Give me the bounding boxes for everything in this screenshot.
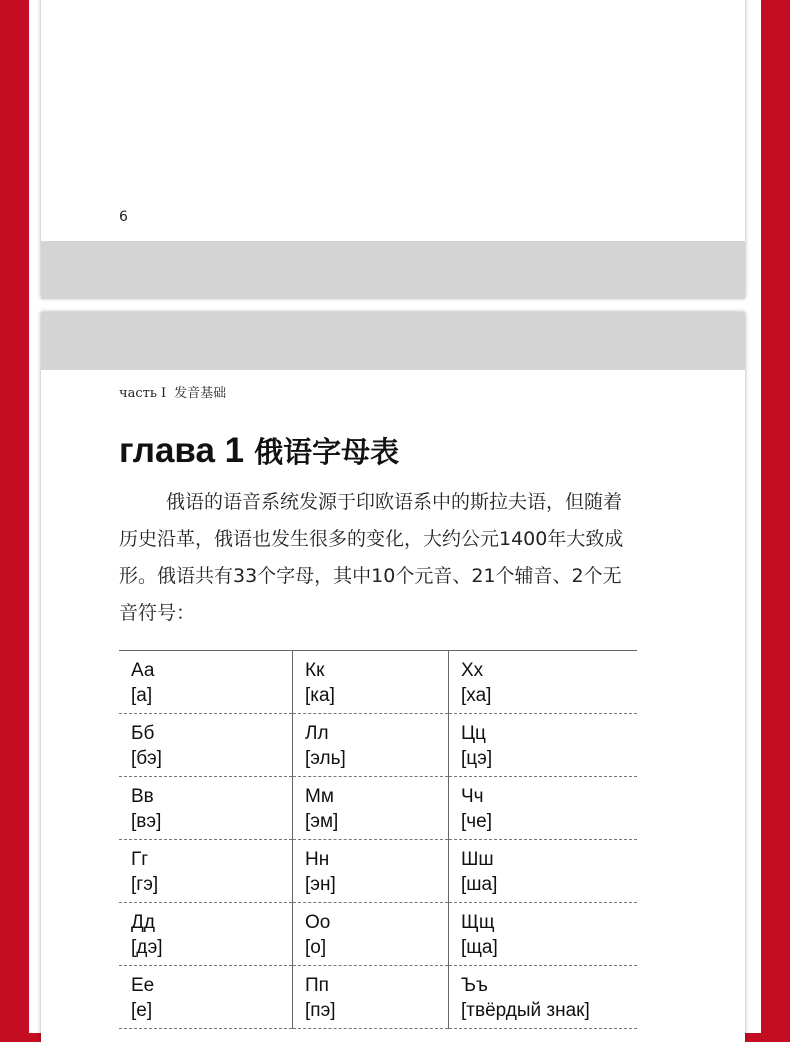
running-head-part: часть I [119, 386, 167, 401]
alphabet-cell [449, 651, 638, 714]
alphabet-cell [119, 651, 293, 714]
running-head-section: 发音基础 [174, 386, 227, 401]
letter-name: [дэ] [131, 937, 163, 958]
letter: Аа [131, 660, 155, 681]
alphabet-cell [449, 966, 638, 1029]
page-gap [41, 241, 745, 299]
alphabet-cell [293, 903, 449, 966]
letter: Оо [305, 912, 331, 933]
page-gap [41, 312, 745, 370]
alphabet-cell [293, 777, 449, 840]
letter: Лл [305, 723, 329, 744]
alphabet-cell [293, 840, 449, 903]
page-6 [41, 0, 745, 298]
letter-name: [че] [461, 811, 493, 832]
chapter-title-text: 俄语字母表 [254, 435, 400, 469]
alphabet-cell [119, 966, 293, 1029]
letter: Бб [131, 723, 155, 744]
alphabet-cell [119, 840, 293, 903]
letter: Щщ [461, 912, 495, 933]
letter: Гг [131, 849, 149, 870]
alphabet-cell [449, 714, 638, 777]
letter: Кк [305, 660, 325, 681]
running-head [119, 382, 226, 401]
table-row [119, 903, 637, 966]
letter: Ъъ [461, 975, 488, 996]
letter-name: [эн] [305, 874, 336, 895]
letter-name: [ка] [305, 685, 335, 706]
letter: Хх [461, 660, 484, 681]
alphabet-table [119, 650, 637, 1029]
letter: Чч [461, 786, 484, 807]
table-row [119, 651, 637, 714]
letter: Мм [305, 786, 334, 807]
alphabet-cell [119, 903, 293, 966]
alphabet-cell [119, 777, 293, 840]
letter-name: [а] [131, 685, 153, 706]
letter: Шш [461, 849, 494, 870]
letter-name: [вэ] [131, 811, 162, 832]
letter-name: [цэ] [461, 748, 493, 769]
alphabet-cell [293, 966, 449, 1029]
letter-name: [гэ] [131, 874, 159, 895]
letter-name: [ща] [461, 937, 498, 958]
letter-name: [пэ] [305, 1000, 336, 1021]
letter-name: [бэ] [131, 748, 162, 769]
chapter-label: глава 1 [119, 431, 245, 470]
page-number: 6 [119, 209, 128, 225]
letter: Вв [131, 786, 154, 807]
letter: Пп [305, 975, 329, 996]
letter-name: [ша] [461, 874, 498, 895]
alphabet-cell [449, 840, 638, 903]
letter-name: [твёрдый знак] [461, 1000, 590, 1021]
alphabet-cell [293, 651, 449, 714]
letter: Ее [131, 975, 155, 996]
table-row [119, 714, 637, 777]
page-7 [41, 312, 745, 1042]
letter-name: [о] [305, 937, 327, 958]
alphabet-cell [119, 714, 293, 777]
chapter-title [119, 430, 399, 471]
letter: Дд [131, 912, 155, 933]
alphabet-cell [293, 714, 449, 777]
table-row [119, 840, 637, 903]
alphabet-cell [449, 777, 638, 840]
letter-name: [ха] [461, 685, 492, 706]
letter-name: [эль] [305, 748, 346, 769]
letter-name: [эм] [305, 811, 339, 832]
intro-paragraph: 俄语的语音系统发源于印欧语系中的斯拉夫语，但随着历史沿革，俄语也发生很多的变化，大约公元1400年大致成形。俄语共有33个字母，其中10个元音、21个辅音、2个无音符号： [119, 491, 624, 624]
table-row [119, 966, 637, 1029]
letter: Цц [461, 723, 486, 744]
letter-name: [е] [131, 1000, 153, 1021]
letter: Нн [305, 849, 330, 870]
table-row [119, 777, 637, 840]
alphabet-cell [449, 903, 638, 966]
